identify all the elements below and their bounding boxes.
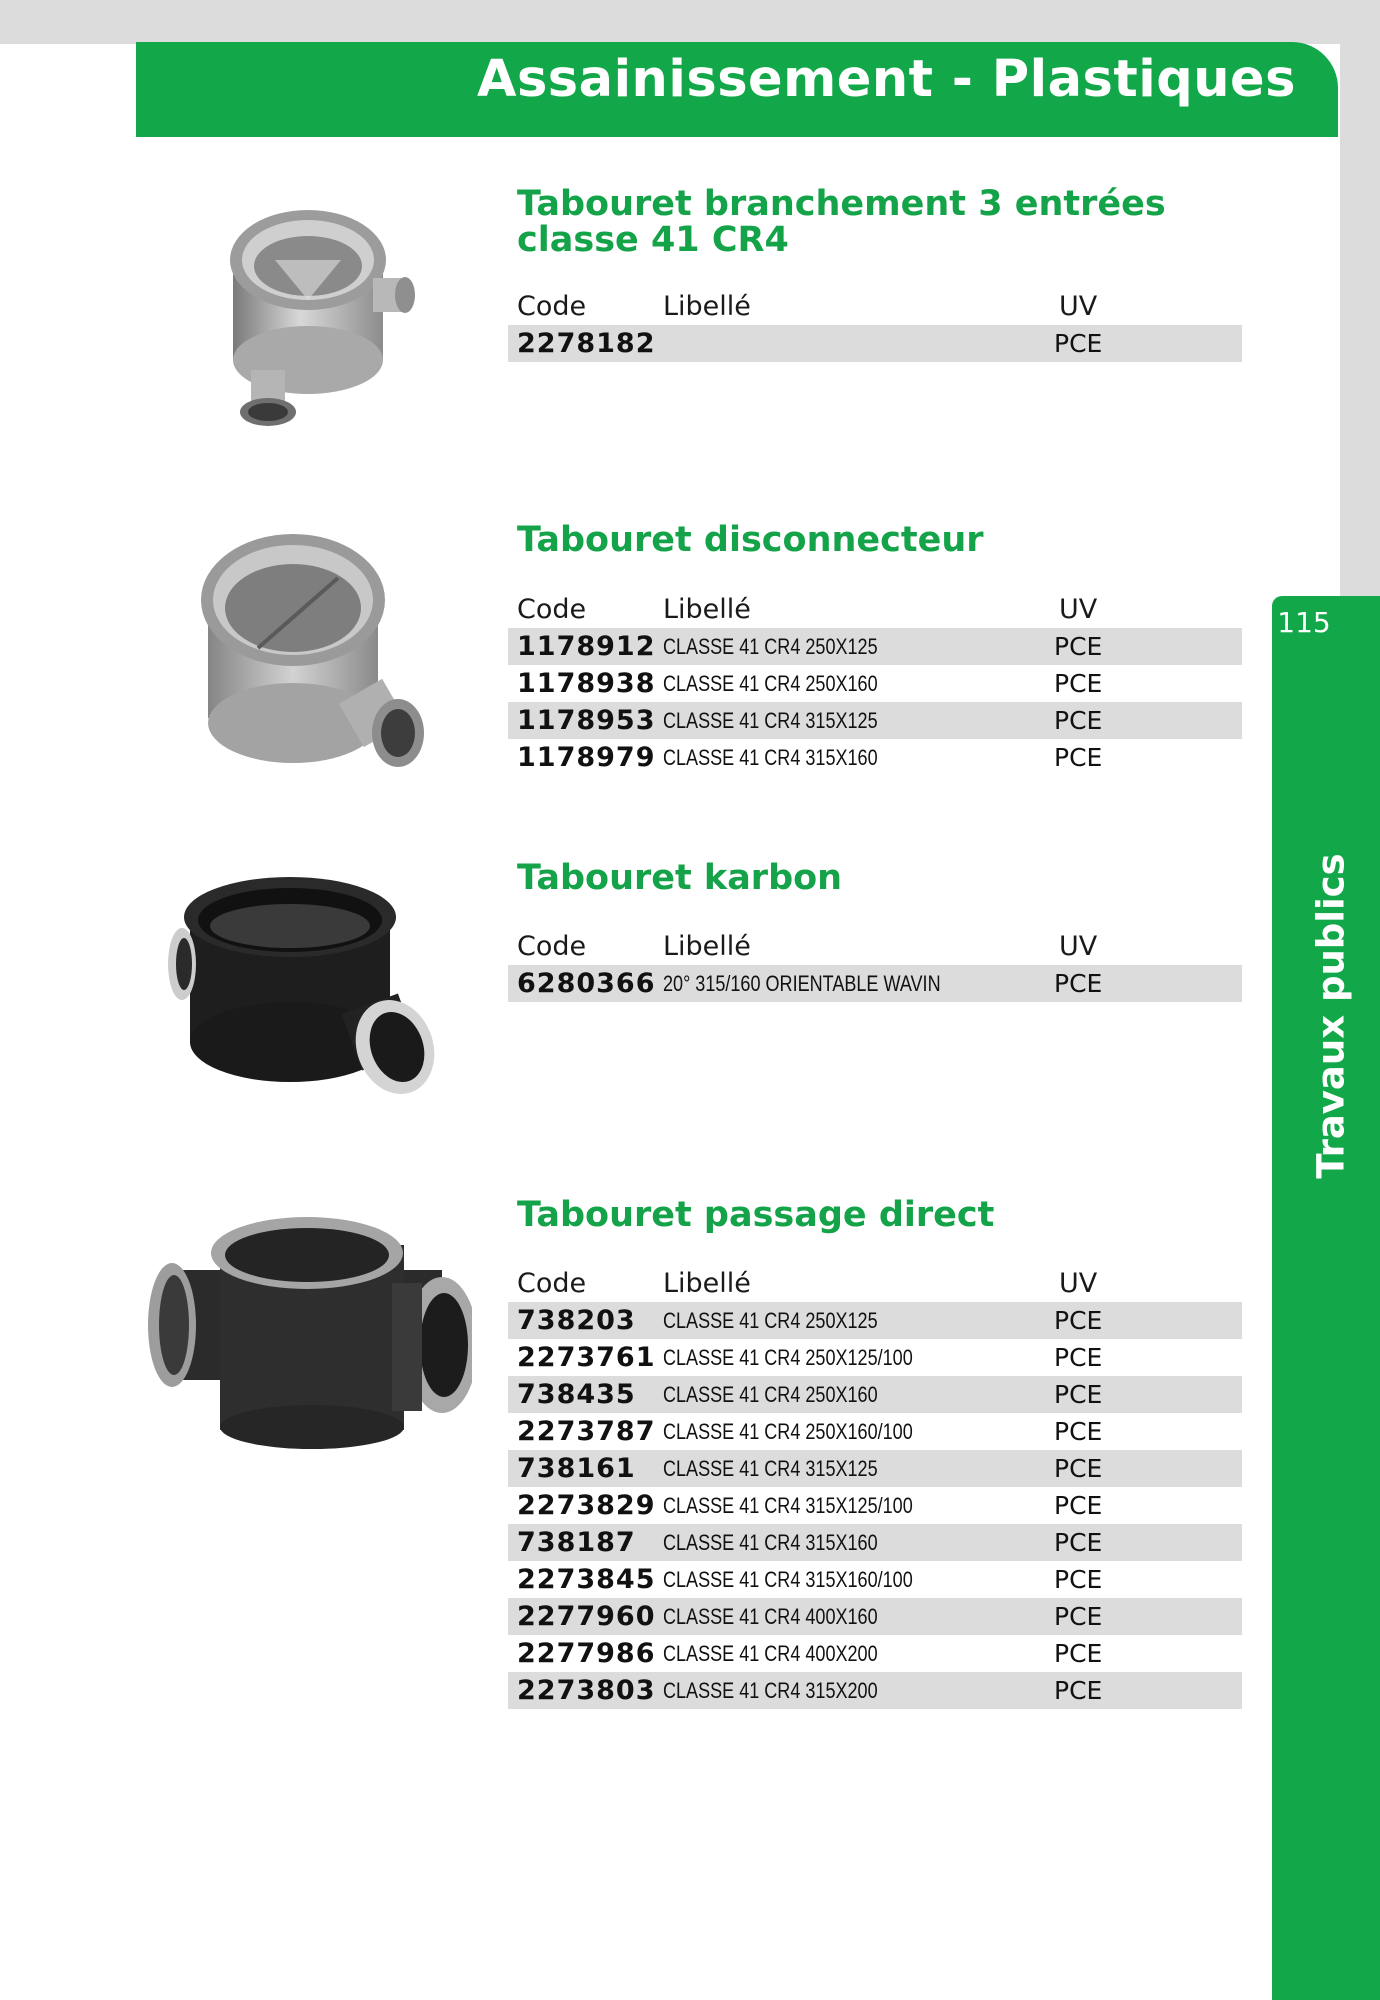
row-code: 738187: [517, 1527, 636, 1558]
table-row: [508, 1561, 1242, 1598]
table-row: [508, 739, 1242, 776]
row-uv: PCE: [1054, 669, 1103, 698]
table-header: [508, 288, 1242, 325]
table-row: [508, 1635, 1242, 1672]
page-title: Assainissement - Plastiques: [476, 50, 1296, 109]
row-uv: PCE: [1054, 706, 1103, 735]
row-code: 2273761: [517, 1342, 656, 1373]
grey-disconnector-manhole-icon: [198, 528, 430, 778]
right-margin-strip: [1340, 0, 1380, 600]
row-code: 1178953: [517, 705, 656, 736]
row-uv: PCE: [1054, 1528, 1103, 1557]
black-karbon-manhole-icon: [160, 872, 440, 1112]
row-libelle: CLASSE 41 CR4 315X125/100: [663, 1493, 913, 1518]
product-table: [508, 928, 1242, 1002]
row-libelle: CLASSE 41 CR4 315X160: [663, 1530, 878, 1555]
row-uv: PCE: [1054, 1565, 1103, 1594]
row-libelle: 20° 315/160 ORIENTABLE WAVIN: [663, 971, 941, 996]
table-row: [508, 1339, 1242, 1376]
row-code: 2273803: [517, 1675, 656, 1706]
product-title: Tabouret branchement 3 entrées classe 41 CR4: [517, 184, 1166, 260]
row-code: 2277986: [517, 1638, 656, 1669]
table-row: [508, 1302, 1242, 1339]
product-table: [508, 591, 1242, 776]
table-header: [508, 1265, 1242, 1302]
row-uv: PCE: [1054, 969, 1103, 998]
row-code: 2273845: [517, 1564, 656, 1595]
col-code-header: Code: [517, 594, 587, 625]
grey-3-inlet-manhole-icon: [215, 200, 415, 435]
black-direct-passage-manhole-icon: [142, 1205, 472, 1455]
row-code: 2278182: [517, 328, 656, 359]
row-uv: PCE: [1054, 1380, 1103, 1409]
row-code: 2273787: [517, 1416, 656, 1447]
row-libelle: CLASSE 41 CR4 315X160/100: [663, 1567, 913, 1592]
row-libelle: CLASSE 41 CR4 250X125: [663, 634, 878, 659]
row-libelle: CLASSE 41 CR4 315X160: [663, 745, 878, 770]
row-uv: PCE: [1054, 1602, 1103, 1631]
row-code: 738435: [517, 1379, 636, 1410]
row-uv: PCE: [1054, 1639, 1103, 1668]
row-uv: PCE: [1054, 1343, 1103, 1372]
table-header: [508, 591, 1242, 628]
section-label: Travaux publics: [1309, 853, 1353, 1179]
row-uv: PCE: [1054, 743, 1103, 772]
row-libelle: CLASSE 41 CR4 250X125/100: [663, 1345, 913, 1370]
top-margin-strip: [0, 0, 1380, 44]
product-title: Tabouret disconnecteur: [517, 520, 984, 560]
col-uv-header: UV: [1059, 931, 1098, 962]
product-table: [508, 288, 1242, 362]
row-libelle: CLASSE 41 CR4 315X125: [663, 708, 878, 733]
row-uv: PCE: [1054, 632, 1103, 661]
col-code-header: Code: [517, 1268, 587, 1299]
header-band: [136, 42, 1338, 137]
row-uv: PCE: [1054, 1306, 1103, 1335]
row-libelle: CLASSE 41 CR4 315X125: [663, 1456, 878, 1481]
col-uv-header: UV: [1059, 594, 1098, 625]
row-code: 738203: [517, 1305, 636, 1336]
row-libelle: CLASSE 41 CR4 250X160/100: [663, 1419, 913, 1444]
row-libelle: CLASSE 41 CR4 400X200: [663, 1641, 878, 1666]
col-libelle-header: Libellé: [663, 931, 751, 962]
row-libelle: CLASSE 41 CR4 250X160: [663, 671, 878, 696]
product-table: [508, 1265, 1242, 1709]
col-uv-header: UV: [1059, 291, 1098, 322]
table-row: [508, 702, 1242, 739]
row-libelle: CLASSE 41 CR4 400X160: [663, 1604, 878, 1629]
row-uv: PCE: [1054, 1454, 1103, 1483]
col-libelle-header: Libellé: [663, 594, 751, 625]
table-row: [508, 1672, 1242, 1709]
row-code: 1178912: [517, 631, 656, 662]
row-code: 6280366: [517, 968, 656, 999]
page-number: 115: [1277, 606, 1331, 639]
row-code: 1178938: [517, 668, 656, 699]
section-tab: [1272, 596, 1380, 2000]
table-row: [508, 325, 1242, 362]
row-libelle: CLASSE 41 CR4 250X160: [663, 1382, 878, 1407]
row-uv: PCE: [1054, 1676, 1103, 1705]
row-code: 738161: [517, 1453, 636, 1484]
row-code: 2277960: [517, 1601, 656, 1632]
row-uv: PCE: [1054, 1491, 1103, 1520]
table-header: [508, 928, 1242, 965]
row-uv: PCE: [1054, 329, 1103, 358]
table-row: [508, 1598, 1242, 1635]
table-row: [508, 1524, 1242, 1561]
row-code: 2273829: [517, 1490, 656, 1521]
table-row: [508, 1450, 1242, 1487]
col-uv-header: UV: [1059, 1268, 1098, 1299]
col-code-header: Code: [517, 291, 587, 322]
table-row: [508, 665, 1242, 702]
product-title: Tabouret passage direct: [517, 1195, 995, 1235]
col-libelle-header: Libellé: [663, 1268, 751, 1299]
table-row: [508, 965, 1242, 1002]
table-row: [508, 1413, 1242, 1450]
col-libelle-header: Libellé: [663, 291, 751, 322]
table-row: [508, 1376, 1242, 1413]
table-row: [508, 628, 1242, 665]
row-libelle: CLASSE 41 CR4 250X125: [663, 1308, 878, 1333]
product-title: Tabouret karbon: [517, 858, 843, 898]
row-code: 1178979: [517, 742, 656, 773]
col-code-header: Code: [517, 931, 587, 962]
table-row: [508, 1487, 1242, 1524]
row-uv: PCE: [1054, 1417, 1103, 1446]
row-libelle: CLASSE 41 CR4 315X200: [663, 1678, 878, 1703]
